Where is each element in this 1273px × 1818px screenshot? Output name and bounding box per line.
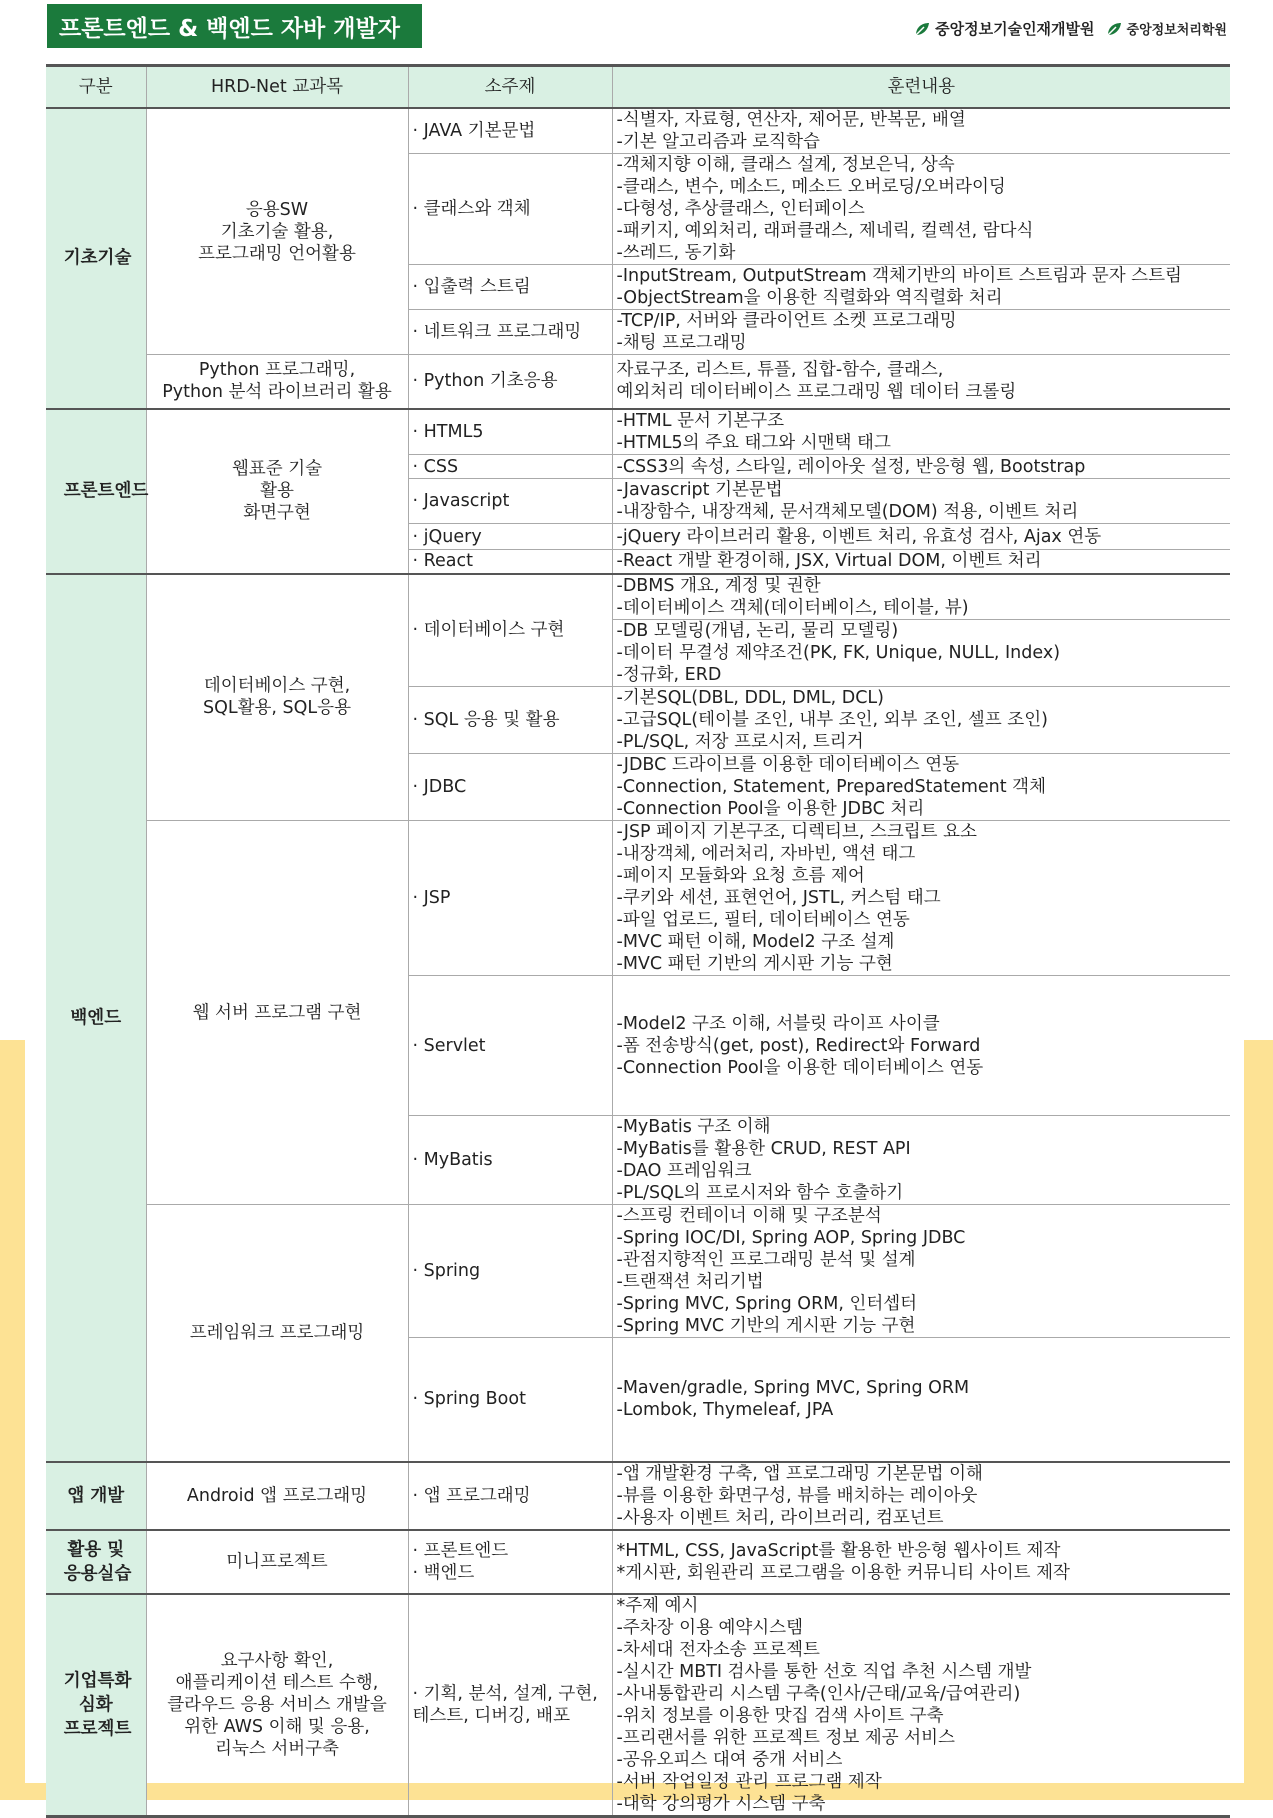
category-cell bbox=[46, 409, 149, 574]
topic-cell bbox=[408, 754, 612, 821]
header-topic: 소주제 bbox=[408, 66, 612, 109]
topic-name-line: · SQL 응용 및 활용 bbox=[412, 710, 560, 730]
course-name-line: 프로그래밍 언어활용 bbox=[198, 243, 356, 264]
topic-cell bbox=[408, 1205, 612, 1338]
topic-name-line: · JSP bbox=[412, 888, 451, 908]
category-label: 백엔드 bbox=[70, 1007, 122, 1028]
table-body bbox=[46, 108, 1230, 1816]
content-line: -Spring IOC/DI, Spring AOP, Spring JDBC bbox=[616, 1228, 966, 1248]
topic-name-line: · Python 기초응용 bbox=[412, 371, 558, 392]
content-line: *게시판, 회원관리 프로그램을 이용한 커뮤니티 사이트 제작 bbox=[616, 1562, 1070, 1583]
content-line: -Javascript 기본문법 bbox=[616, 480, 783, 500]
course-cell bbox=[146, 1462, 408, 1530]
content-line: -MVC 패턴 기반의 게시판 기능 구현 bbox=[616, 954, 893, 974]
content-line: -Spring MVC, Spring ORM, 인터셉터 bbox=[616, 1294, 918, 1314]
content-line: -데이터베이스 객체(데이터베이스, 테이블, 뷰) bbox=[616, 597, 969, 618]
logo-institute bbox=[913, 18, 1094, 39]
course-cell bbox=[146, 1530, 408, 1594]
category-cell bbox=[46, 1462, 146, 1530]
topic-name-line: · 입출력 스트림 bbox=[412, 277, 531, 297]
content-cell bbox=[612, 479, 1230, 524]
content-cell bbox=[612, 524, 1230, 550]
content-line: -위치 정보를 이용한 맛집 검색 사이트 구축 bbox=[616, 1705, 944, 1726]
content-line: -패키지, 예외처리, 래퍼클래스, 제네릭, 컬렉션, 람다식 bbox=[616, 221, 1034, 241]
content-line: -React 개발 환경이해, JSX, Virtual DOM, 이벤트 처리 bbox=[616, 551, 1042, 572]
topic-name-line: · MyBatis bbox=[412, 1150, 493, 1170]
content-line: 자료구조, 리스트, 튜플, 집합-함수, 클래스, bbox=[616, 360, 944, 381]
topic-name-line: · 백엔드 bbox=[412, 1562, 475, 1583]
content-line: -DB 모델링(개념, 논리, 물리 모델링) bbox=[616, 621, 899, 641]
course-name-line: 웹표준 기술 bbox=[231, 459, 323, 479]
content-line: -앱 개발환경 구축, 앱 프로그래밍 기본문법 이해 bbox=[616, 1463, 983, 1484]
content-line: -다형성, 추상클래스, 인터페이스 bbox=[616, 199, 865, 219]
table-row bbox=[46, 1530, 1230, 1594]
content-cell bbox=[612, 310, 1230, 355]
content-line: -고급SQL(테이블 조인, 내부 조인, 외부 조인, 셀프 조인) bbox=[616, 710, 1048, 730]
topic-name-line: · 클래스와 객체 bbox=[412, 199, 531, 219]
content-cell bbox=[612, 754, 1230, 821]
course-name-line: 리눅스 서버구축 bbox=[215, 1738, 339, 1759]
table-row bbox=[46, 108, 1230, 154]
course-cell bbox=[146, 108, 408, 355]
topic-name-line: · Spring Boot bbox=[412, 1389, 526, 1410]
leaf-logo-icon bbox=[913, 20, 931, 38]
course-name-line: 위한 AWS 이해 및 응용, bbox=[184, 1716, 370, 1737]
content-line: 예외처리 데이터베이스 프로그래밍 웹 데이터 크롤링 bbox=[616, 382, 1017, 403]
curriculum-table bbox=[46, 64, 1230, 1818]
topic-cell bbox=[408, 821, 612, 976]
content-line: -HTML 문서 기본구조 bbox=[616, 410, 785, 431]
content-line: -채팅 프로그래밍 bbox=[616, 333, 747, 353]
content-line: -뷰를 이용한 화면구성, 뷰를 배치하는 레이아웃 bbox=[616, 1485, 978, 1506]
content-cell bbox=[612, 1205, 1230, 1338]
content-line: -jQuery 라이브러리 활용, 이벤트 처리, 유효성 검사, Ajax 연동 bbox=[616, 526, 1102, 547]
table-row bbox=[46, 821, 1230, 976]
course-name-line: Python 분석 라이브러리 활용 bbox=[162, 382, 392, 403]
table-row bbox=[46, 409, 1230, 455]
header-course: HRD-Net 교과목 bbox=[146, 66, 408, 109]
content-cell bbox=[612, 1116, 1230, 1205]
course-name-line: 웹 서버 프로그램 구현 bbox=[192, 1002, 362, 1023]
table-row bbox=[46, 574, 1230, 620]
topic-cell bbox=[408, 1594, 612, 1817]
content-cell bbox=[612, 265, 1230, 310]
content-line: -공유오피스 대여 중개 서비스 bbox=[616, 1749, 843, 1770]
topic-name-line: · jQuery bbox=[412, 526, 482, 547]
content-cell bbox=[612, 1594, 1230, 1817]
content-line: -Connection, Statement, PreparedStatement 객체 bbox=[616, 777, 1046, 797]
topic-cell bbox=[408, 455, 612, 479]
topic-cell bbox=[408, 310, 612, 355]
content-cell bbox=[612, 455, 1230, 479]
content-line: -CSS3의 속성, 스타일, 레이아웃 설정, 반응형 웹, Bootstrap bbox=[616, 456, 1086, 477]
content-line: -ObjectStream을 이용한 직렬화와 역직렬화 처리 bbox=[616, 288, 1003, 308]
topic-name-line: · JAVA 기본문법 bbox=[412, 121, 536, 141]
course-name-line: 애플리케이션 테스트 수행, bbox=[175, 1672, 379, 1693]
content-line: -PL/SQL, 저장 프로시저, 트리거 bbox=[616, 732, 864, 752]
topic-name-line: · 프론트엔드 bbox=[412, 1540, 509, 1561]
topic-cell bbox=[408, 479, 612, 524]
topic-name-line: · JDBC bbox=[412, 777, 467, 797]
topic-name-line: · Javascript bbox=[412, 491, 510, 511]
header-content: 훈련내용 bbox=[612, 66, 1230, 109]
course-cell bbox=[146, 574, 408, 821]
topic-name-line: · 기획, 분석, 설계, 구현, bbox=[412, 1683, 598, 1704]
topic-name-line: · 앱 프로그래밍 bbox=[412, 1485, 531, 1506]
content-line: -Model2 구조 이해, 서블릿 라이프 사이클 bbox=[616, 1013, 940, 1034]
content-line: -사내통합관리 시스템 구축(인사/근태/교육/급여관리) bbox=[616, 1683, 1021, 1704]
topic-cell bbox=[408, 1462, 612, 1530]
content-cell bbox=[612, 355, 1230, 409]
topic-cell bbox=[408, 550, 612, 574]
table-row bbox=[46, 355, 1230, 409]
logo-institute-text: 중앙정보기술인재개발원 bbox=[935, 20, 1095, 38]
content-cell bbox=[612, 574, 1230, 620]
content-line: -PL/SQL의 프로시저와 함수 호출하기 bbox=[616, 1183, 904, 1203]
content-line: -Connection Pool을 이용한 JDBC 처리 bbox=[616, 799, 925, 819]
content-line: -MyBatis 구조 이해 bbox=[616, 1117, 771, 1137]
topic-cell bbox=[408, 976, 612, 1116]
content-cell bbox=[612, 409, 1230, 455]
content-line: -쿠키와 세션, 표현언어, JSTL, 커스텀 태그 bbox=[616, 888, 941, 908]
content-line: -실시간 MBTI 검사를 통한 선호 직업 추천 시스템 개발 bbox=[616, 1661, 1032, 1682]
content-line: -Lombok, Thymeleaf, JPA bbox=[616, 1400, 834, 1421]
content-line: -페이지 모듈화와 요청 흐름 제어 bbox=[616, 866, 865, 886]
category-label: 앱 개발 bbox=[67, 1485, 125, 1506]
course-cell bbox=[146, 1594, 408, 1817]
content-line: -프리랜서를 위한 프로젝트 정보 제공 서비스 bbox=[616, 1727, 955, 1748]
topic-cell bbox=[408, 154, 612, 265]
course-name-line: 데이터베이스 구현, bbox=[203, 676, 351, 697]
content-line: -Connection Pool을 이용한 데이터베이스 연동 bbox=[616, 1057, 984, 1078]
content-line: -JDBC 드라이브를 이용한 데이터베이스 연동 bbox=[616, 755, 960, 775]
table-row bbox=[46, 1462, 1230, 1530]
topic-name-line: · CSS bbox=[412, 456, 459, 477]
course-name-line: Android 앱 프로그래밍 bbox=[186, 1485, 368, 1506]
category-label: 프론트엔드 bbox=[63, 481, 149, 501]
logo-academy-text: 중앙정보처리학원 bbox=[1126, 23, 1227, 38]
content-cell bbox=[612, 1462, 1230, 1530]
course-name-line: SQL활용, SQL응용 bbox=[202, 698, 351, 719]
content-line: -내장함수, 내장객체, 문서객체모델(DOM) 적용, 이벤트 처리 bbox=[616, 502, 1079, 522]
content-line: -폼 전송방식(get, post), Redirect와 Forward bbox=[616, 1035, 981, 1056]
content-line: -파일 업로드, 필터, 데이터베이스 연동 bbox=[616, 910, 910, 930]
content-line: -Maven/gradle, Spring MVC, Spring ORM bbox=[616, 1378, 970, 1399]
content-cell bbox=[612, 620, 1230, 687]
content-cell bbox=[612, 1530, 1230, 1594]
topic-name-line: · HTML5 bbox=[412, 421, 484, 442]
content-line: -차세대 전자소송 프로젝트 bbox=[616, 1639, 820, 1660]
content-line: -주차장 이용 예약시스템 bbox=[616, 1617, 803, 1638]
content-cell bbox=[612, 821, 1230, 976]
topic-cell bbox=[408, 1530, 612, 1594]
content-line: -DAO 프레임워크 bbox=[616, 1161, 752, 1181]
topic-cell bbox=[408, 265, 612, 310]
content-line: -JSP 페이지 기본구조, 디렉티브, 스크립트 요소 bbox=[616, 822, 977, 842]
leaf-logo-icon bbox=[1105, 20, 1123, 38]
content-line: -클래스, 변수, 메소드, 메소드 오버로딩/오버라이딩 bbox=[616, 177, 1006, 197]
content-line: -사용자 이벤트 처리, 라이브러리, 컴포넌트 bbox=[616, 1507, 944, 1528]
content-line: -InputStream, OutputStream 객체기반의 바이트 스트림과 문자 스트림 bbox=[616, 266, 1182, 286]
course-name-line: 프레임워크 프로그래밍 bbox=[189, 1322, 365, 1343]
table-row bbox=[46, 1205, 1230, 1338]
content-line: *주제 예시 bbox=[616, 1595, 699, 1616]
content-line: -쓰레드, 동기화 bbox=[616, 243, 736, 263]
topic-cell bbox=[408, 1116, 612, 1205]
content-line: -DBMS 개요, 계정 및 권한 bbox=[616, 575, 821, 596]
topic-name-line: · Servlet bbox=[412, 1035, 486, 1056]
topic-cell bbox=[408, 524, 612, 550]
course-name-line: 미니프로젝트 bbox=[226, 1551, 328, 1572]
course-cell bbox=[146, 821, 408, 1205]
course-name-line: Python 프로그래밍, bbox=[198, 360, 356, 381]
content-line: -스프링 컨테이너 이해 및 구조분석 bbox=[616, 1206, 882, 1226]
course-name-line: 응용SW bbox=[245, 199, 309, 220]
topic-name-line: · React bbox=[412, 551, 473, 572]
content-line: -MVC 패턴 이해, Model2 구조 설계 bbox=[616, 932, 895, 952]
course-cell bbox=[146, 409, 408, 574]
category-cell bbox=[46, 1530, 146, 1594]
logo-academy bbox=[1105, 19, 1227, 38]
content-line: -트랜잭션 처리기법 bbox=[616, 1272, 764, 1292]
content-line: -기본SQL(DBL, DDL, DML, DCL) bbox=[616, 688, 884, 708]
topic-cell bbox=[408, 574, 612, 687]
content-cell bbox=[612, 154, 1230, 265]
institution-logos bbox=[913, 18, 1227, 39]
topic-cell bbox=[408, 108, 612, 154]
category-label: 기업특화 심화 프로젝트 bbox=[63, 1670, 132, 1739]
content-line: -서버 작업일정 관리 프로그램 제작 bbox=[616, 1771, 882, 1792]
topic-name-line: · 데이터베이스 구현 bbox=[412, 620, 565, 641]
content-line: *HTML, CSS, JavaScript를 활용한 반응형 웹사이트 제작 bbox=[616, 1540, 1061, 1561]
topic-cell bbox=[408, 687, 612, 754]
content-line: -데이터 무결성 제약조건(PK, FK, Unique, NULL, Index) bbox=[616, 643, 1061, 663]
content-cell bbox=[612, 550, 1230, 574]
content-line: -내장객체, 에러처리, 자바빈, 액션 태그 bbox=[616, 844, 916, 864]
table-header-row bbox=[46, 66, 1230, 109]
course-name-line: 요구사항 확인, bbox=[220, 1650, 334, 1671]
content-line: -Spring MVC 기반의 게시판 기능 구현 bbox=[616, 1316, 916, 1336]
content-line: -관점지향적인 프로그래밍 분석 및 설계 bbox=[616, 1250, 916, 1270]
category-cell bbox=[46, 1594, 146, 1817]
content-cell bbox=[612, 687, 1230, 754]
course-cell bbox=[146, 355, 408, 409]
topic-name-line: · 네트워크 프로그래밍 bbox=[412, 322, 582, 342]
course-name-line: 기초기술 활용, bbox=[220, 221, 334, 242]
content-line: -객체지향 이해, 클래스 설계, 정보은닉, 상속 bbox=[616, 155, 955, 175]
topic-cell bbox=[408, 1338, 612, 1462]
content-cell bbox=[612, 1338, 1230, 1462]
category-label: 활용 및 응용실습 bbox=[63, 1539, 132, 1584]
topic-name-line: 테스트, 디버깅, 배포 bbox=[412, 1705, 570, 1726]
category-cell bbox=[46, 574, 146, 1462]
course-name-line: 활용 bbox=[260, 481, 294, 501]
category-label: 기초기술 bbox=[63, 248, 132, 269]
table-row bbox=[46, 1594, 1230, 1817]
course-name-line: 화면구현 bbox=[243, 503, 311, 523]
content-cell bbox=[612, 976, 1230, 1116]
course-name-line: 클라우드 응용 서비스 개발을 bbox=[167, 1694, 387, 1715]
content-line: -식별자, 자료형, 연산자, 제어문, 반복문, 배열 bbox=[616, 110, 966, 130]
content-line: -HTML5의 주요 태그와 시맨택 태그 bbox=[616, 432, 891, 453]
content-line: -대학 강의평가 시스템 구축 bbox=[616, 1793, 826, 1814]
content-line: -MyBatis를 활용한 CRUD, REST API bbox=[616, 1139, 911, 1159]
topic-cell bbox=[408, 409, 612, 455]
content-line: -TCP/IP, 서버와 클라이언트 소켓 프로그래밍 bbox=[616, 311, 957, 331]
page-title: 프론트엔드 & 백엔드 자바 개발자 bbox=[47, 4, 422, 48]
content-line: -기본 알고리즘과 로직학습 bbox=[616, 132, 820, 152]
course-cell bbox=[146, 1205, 408, 1462]
header-category: 구분 bbox=[46, 66, 146, 109]
content-line: -정규화, ERD bbox=[616, 665, 722, 685]
category-cell bbox=[46, 108, 146, 409]
topic-name-line: · Spring bbox=[412, 1261, 481, 1281]
content-cell bbox=[612, 108, 1230, 154]
topic-cell bbox=[408, 355, 612, 409]
